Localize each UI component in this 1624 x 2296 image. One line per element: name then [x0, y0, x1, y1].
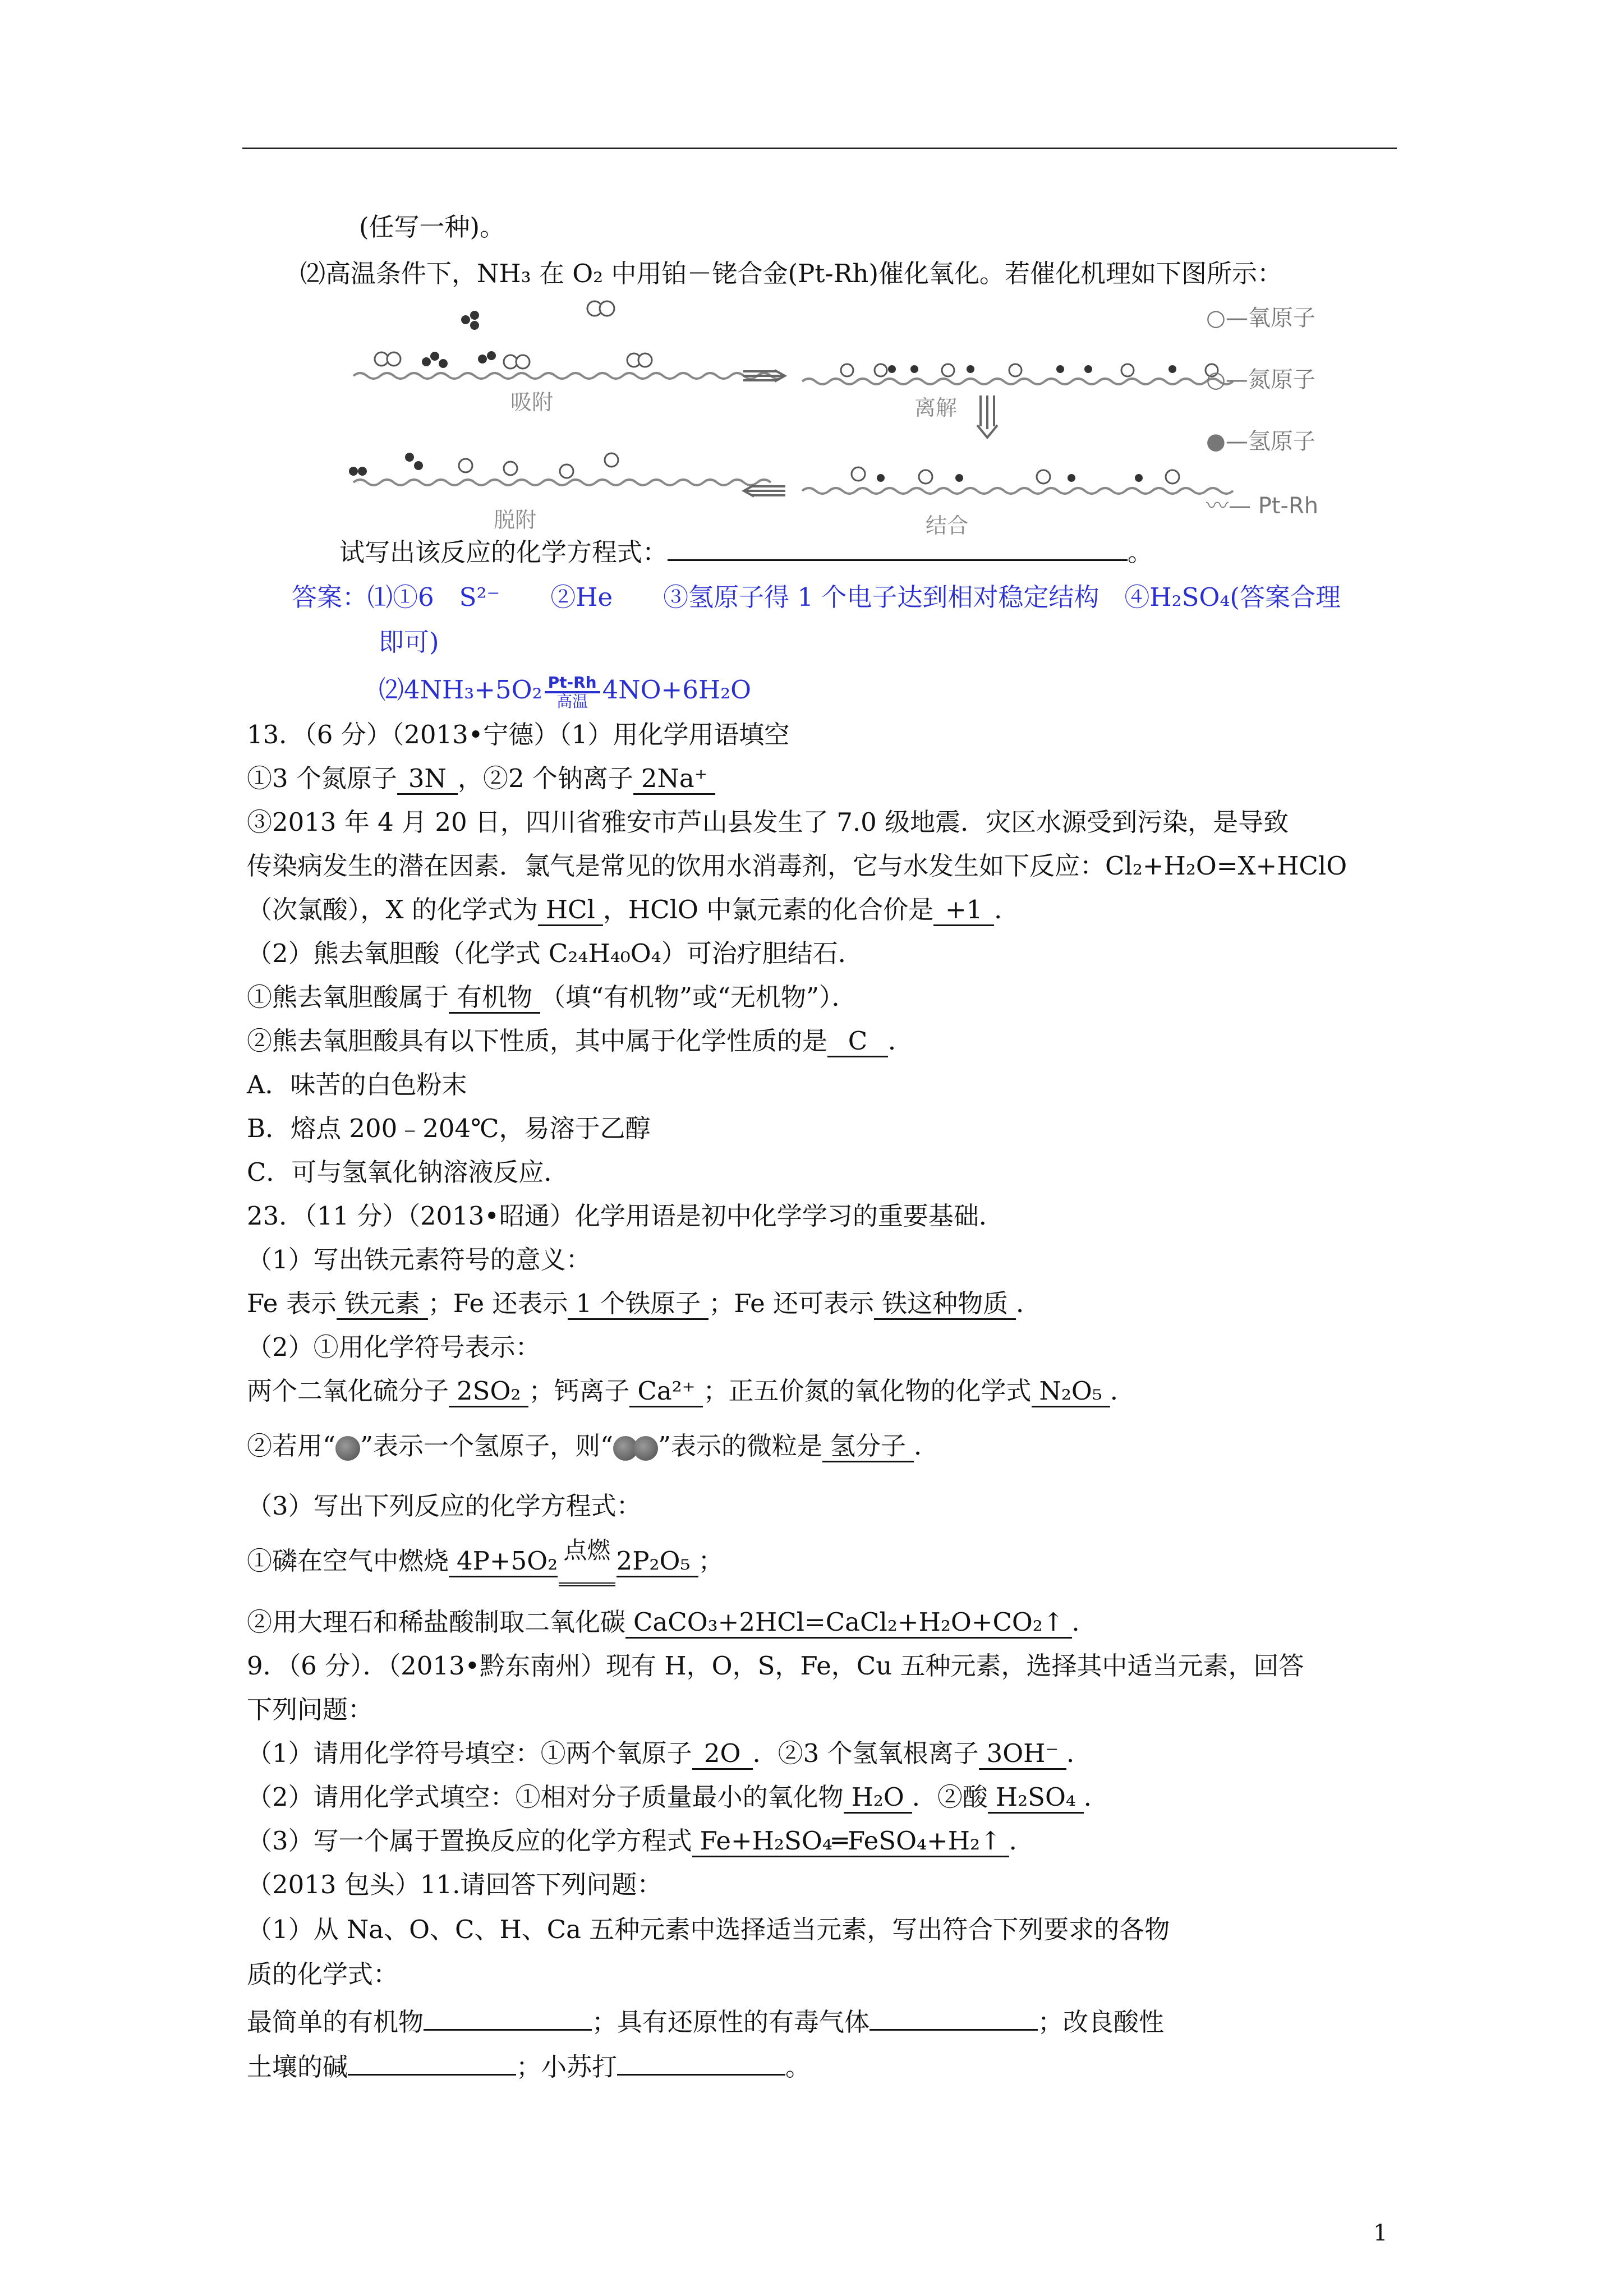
ignite-condition: 点燃	[559, 1540, 615, 1586]
nitrogen-atom	[1166, 470, 1179, 484]
nitrogen-atom	[919, 470, 932, 484]
legend-oxygen: ○—氧原子	[1206, 305, 1315, 331]
q13-line2: ③2013 年 4 月 20 日，四川省雅安市芦山县发生了 7.0 级地震．灾区水源受到污染，是导致	[247, 807, 1289, 837]
q13-option-a: A．味苦的白色粉末	[247, 1070, 467, 1099]
pt-rh-surface-2	[802, 379, 1233, 384]
q12-answer-line1: 答案：⑴①6 S²⁻ ②He ③氢原子得 1 个电子达到相对稳定结构 ④H₂SO₄(答案合理	[292, 582, 1341, 612]
step-label-desorption: 脱附	[494, 508, 537, 532]
oxygen-atom	[841, 364, 853, 376]
q13-line1: ①3 个氮原子 3N ，②2 个钠离子 2Na⁺	[247, 762, 715, 795]
right-arrow	[743, 370, 785, 381]
q23-part1: （1）写出铁元素符号的意义：	[247, 1245, 591, 1274]
hydrogen-atom	[405, 453, 414, 462]
q12-part2: ⑵高温条件下，NH₃ 在 O₂ 中用铂－铑合金(Pt-Rh)催化氧化。若催化机理如下图所示：	[300, 259, 1283, 288]
oxygen-atom	[638, 353, 652, 367]
hydrogen-atom	[461, 315, 470, 324]
legend-nitrogen: ○—氮原子	[1206, 367, 1315, 393]
q11-line4: 土壤的碱 ；小苏打 。	[247, 2052, 811, 2082]
q12-tail: (任写一种)。	[359, 212, 505, 242]
q23-header: 23．（11 分）（2013•昭通）化学用语是初中化学学习的重要基础．	[247, 1201, 1004, 1231]
q13-option-b: B．熔点 200﹣204℃，易溶于乙醇	[247, 1114, 651, 1143]
down-arrow	[977, 395, 997, 438]
q13-line6: ①熊去氧胆酸属于 有机物 （填“有机物”或“无机物”）．	[247, 981, 857, 1014]
step-label-combination: 结合	[926, 513, 969, 538]
hydrogen-atom	[1135, 474, 1143, 482]
nitrogen-atom	[504, 462, 517, 475]
hydrogen-atom	[877, 474, 885, 482]
q13-header: 13．（6 分）（2013•宁德）（1）用化学用语填空	[247, 720, 790, 749]
oxygen-atom	[875, 364, 887, 376]
left-arrow	[744, 485, 785, 496]
page-number: 1	[1373, 2220, 1388, 2246]
q11-line1: （1）从 Na、O、C、H、Ca 五种元素中选择适当元素，写出符合下列要求的各物	[247, 1915, 1170, 1944]
hydrogen-atom-icon	[335, 1436, 360, 1461]
hydrogen-atom	[470, 311, 479, 320]
q23-fe-line: Fe 表示 铁元素 ；Fe 还表示 1 个铁原子 ；Fe 还可表示 铁这种物质 ．	[247, 1287, 1041, 1320]
hydrogen-atom	[1068, 474, 1075, 482]
nitrogen-atom	[560, 464, 573, 478]
condition-mark: Pt-Rh 高温	[545, 674, 600, 710]
q13-line3: 传染病发生的潜在因素．氯气是常见的饮用水消毒剂，它与水发生如下反应：Cl₂+H₂O=X+HClO	[247, 851, 1347, 881]
q13-line4: （次氯酸），X 的化学式为 HCl ，HClO 中氯元素的化合价是 +1 ．	[247, 893, 1019, 927]
step-label-adsorption: 吸附	[510, 390, 554, 415]
pt-rh-surface-3	[353, 480, 771, 485]
hydrogen-atom	[967, 365, 974, 373]
nitrogen-atom	[459, 459, 472, 472]
hydrogen-atom	[478, 355, 487, 364]
q9-line3: （3）写一个属于置换反应的化学方程式 Fe+H₂SO₄═FeSO₄+H₂↑ ．	[247, 1824, 1034, 1858]
q23-part3: （3）写出下列反应的化学方程式：	[247, 1491, 642, 1521]
nitrogen-atom	[605, 453, 618, 467]
q9-line1: （1）请用化学符号填空：①两个氧原子 2O ．②3 个氢氧根离子 3OH⁻ ．	[247, 1737, 1092, 1770]
hydrogen-atom	[439, 359, 448, 368]
q13-option-c: C．可与氢氧化钠溶液反应．	[247, 1157, 569, 1187]
pt-rh-surface-1	[353, 373, 784, 379]
oxygen-atom	[1009, 364, 1022, 376]
q9-header-1: 9．（6 分）．（2013•黔东南州）现有 H，O，S，Fe，Cu 五种元素，选择其中适当元素，回答	[247, 1651, 1304, 1681]
step-label-dissociation: 离解	[914, 395, 958, 420]
hydrogen-atom	[888, 365, 896, 373]
q9-header-2: 下列问题：	[247, 1695, 374, 1724]
q23-hydrogen-line: ②若用“ ”表示一个氢原子，则“ ”表示的微粒是 氢分子 ．	[247, 1429, 939, 1463]
oxygen-atom	[387, 352, 401, 366]
pt-rh-surface-4	[802, 488, 1233, 494]
q11-line2: 质的化学式：	[247, 1959, 399, 1989]
legend-pt-rh: 〰— Pt-Rh	[1206, 493, 1319, 519]
oxygen-atom	[942, 364, 954, 376]
oxygen-atom	[600, 301, 614, 316]
nitrogen-atom	[1037, 470, 1050, 484]
q11-line3: 最简单的有机物 ；具有还原性的有毒气体 ；改良酸性	[247, 2007, 1165, 2037]
hydrogen-atom	[955, 474, 963, 482]
q13-line5: （2）熊去氧胆酸（化学式 C₂₄H₄₀O₄）可治疗胆结石．	[247, 938, 863, 968]
q13-line7: ②熊去氧胆酸具有以下性质，其中属于化学性质的是 C ．	[247, 1024, 913, 1058]
oxygen-atom	[504, 355, 517, 369]
hydrogen-atom	[487, 351, 496, 360]
hydrogen-atom	[470, 321, 479, 330]
q23-part2: （2）①用化学符号表示：	[247, 1332, 541, 1362]
q23-symbols-line: 两个二氧化硫分子 2SO₂ ；钙离子 Ca²⁺ ；正五价氮的氧化物的化学式 N₂O₅ ．	[247, 1374, 1135, 1408]
q11-header: （2013 包头）11.请回答下列问题：	[247, 1870, 663, 1899]
q12-answer-line2: 即可)	[379, 627, 439, 657]
hydrogen-atom	[1084, 365, 1092, 373]
oxygen-atom	[1121, 364, 1134, 376]
hydrogen-atom	[358, 467, 367, 476]
hydrogen-atom	[1168, 365, 1176, 373]
q9-line2: （2）请用化学式填空：①相对分子质量最小的氧化物 H₂O ．②酸 H₂SO₄ ．	[247, 1780, 1109, 1814]
oxygen-atom	[516, 355, 530, 369]
oxygen-atom	[375, 352, 388, 366]
hydrogen-atom	[349, 467, 358, 476]
hydrogen-atom	[422, 357, 431, 366]
hydrogen-atom	[430, 352, 439, 361]
nitrogen-atom	[852, 467, 865, 481]
q12-answer-equation: ⑵4NH₃+5O₂ Pt-Rh 高温 4NO+6H₂O	[379, 673, 752, 711]
hydrogen-atom	[414, 461, 423, 470]
hydrogen-atom	[910, 365, 918, 373]
hydrogen-atom	[1056, 365, 1064, 373]
q23-reaction1: ①磷在空气中燃烧 4P+5O₂ 点燃 2P₂O₅ ；	[247, 1540, 724, 1586]
q12-prompt: 试写出该反应的化学方程式： 。	[339, 537, 1153, 567]
catalysis-mechanism-diagram	[342, 297, 1352, 550]
hydrogen-atom-icon	[633, 1436, 658, 1461]
q23-reaction2: ②用大理石和稀盐酸制取二氧化碳 CaCO₃+2HCl=CaCl₂+H₂O+CO₂↑ ．	[247, 1605, 1097, 1639]
legend-hydrogen: ●—氢原子	[1206, 429, 1315, 454]
header-rule	[242, 148, 1397, 149]
